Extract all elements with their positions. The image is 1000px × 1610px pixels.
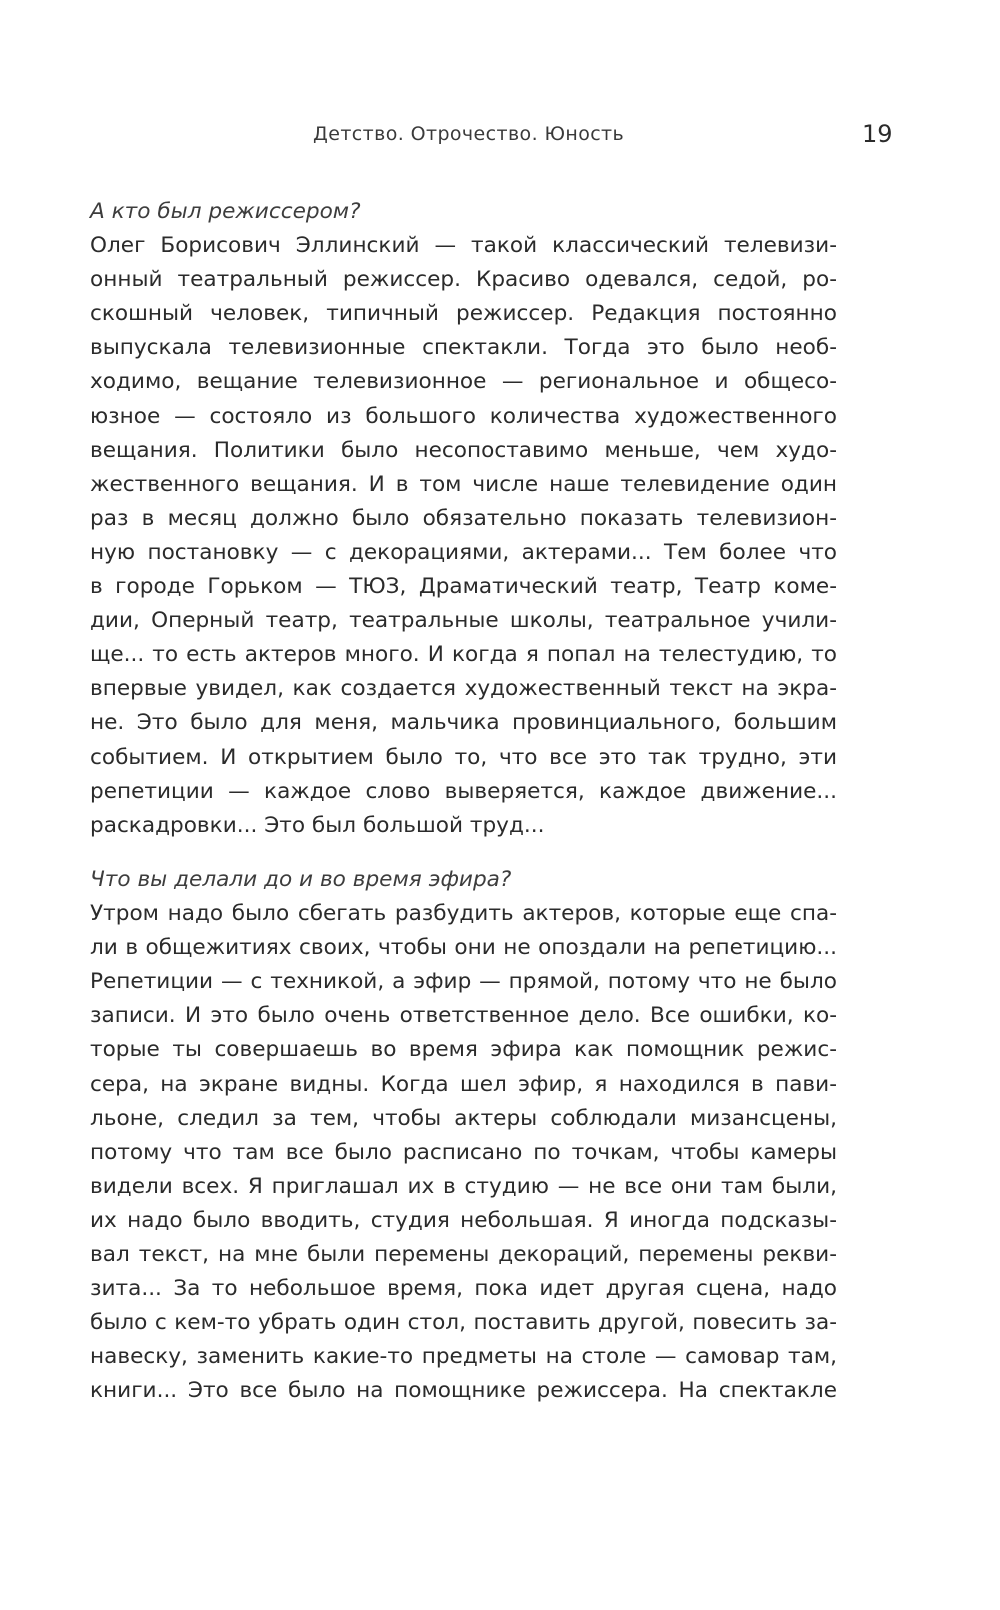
interview-section-broadcast (90, 863, 837, 1409)
page-number: 19 (862, 120, 893, 148)
paragraph-line: раз в месяц должно было обязательно показать телевизион- (90, 505, 837, 531)
paragraph-line: льоне, следил за тем, чтобы актеры соблюдали мизансцены, (90, 1105, 837, 1131)
paragraph-line: вал текст, на мне были перемены декораций, перемены рекви- (90, 1242, 837, 1268)
paragraph-line: ли в общежитиях своих, чтобы они не опоздали на репетицию... (90, 935, 837, 961)
paragraph-line: Репетиции — с техникой, а эфир — прямой, потому что не было (90, 969, 837, 995)
paragraph-line: в городе Горьком — ТЮЗ, Драматический театр, Театр коме- (90, 574, 837, 600)
paragraph-line: навеску, заменить какие-то предметы на столе — самовар там, (90, 1344, 837, 1370)
paragraph-line: выпускала телевизионные спектакли. Тогда это было необ- (90, 335, 837, 361)
paragraph-line: ную постановку — с декорациями, актерами... Тем более что (90, 539, 837, 565)
paragraph-line: ходимо, вещание телевизионное — региональное и общесо- (90, 369, 837, 395)
paragraph-line: зита... За то небольшое время, пока идет другая сцена, надо (90, 1276, 837, 1302)
paragraph-line: жественного вещания. И в том числе наше телевидение один (90, 471, 837, 497)
paragraph-line: торые ты совершаешь во время эфира как помощник режис- (90, 1037, 837, 1063)
paragraph-line: сера, на экране видны. Когда шел эфир, я находился в пави- (90, 1071, 837, 1097)
paragraph-line: записи. И это было очень ответственное дело. Все ошибки, ко- (90, 1003, 837, 1029)
paragraph-line: их надо было вводить, студия небольшая. Я иногда подсказы- (90, 1207, 837, 1233)
interview-section-director (90, 195, 837, 843)
paragraph-line: дии, Оперный театр, театральные школы, театральное учили- (90, 608, 837, 634)
question-heading: Что вы делали до и во время эфира? (90, 867, 512, 892)
paragraph-line: вещания. Политики было несопоставимо меньше, чем худо- (90, 437, 837, 463)
paragraph-line: событием. И открытием было то, что все это так трудно, эти (90, 744, 837, 770)
paragraph-line: впервые увидел, как создается художественный текст на экра- (90, 676, 837, 702)
paragraph-line: репетиции — каждое слово выверяется, каждое движение... (90, 778, 837, 804)
paragraph-line: юзное — состояло из большого количества художественного (90, 403, 837, 429)
paragraph-line: потому что там все было расписано по точкам, чтобы камеры (90, 1139, 837, 1165)
paragraph-line: раскадровки... Это был большой труд... (90, 812, 545, 838)
paragraph-line: скошный человек, типичный режиссер. Редакция постоянно (90, 301, 837, 327)
paragraph-line: не. Это было для меня, мальчика провинциального, большим (90, 710, 837, 736)
paragraph-line: онный театральный режиссер. Красиво одевался, седой, ро- (90, 267, 837, 293)
paragraph-line: было с кем-то убрать один стол, поставить другой, повесить за- (90, 1310, 837, 1336)
paragraph-line: ще... то есть актеров много. И когда я попал на телестудию, то (90, 642, 837, 668)
paragraph-line: видели всех. Я приглашал их в студию — не все они там были, (90, 1173, 837, 1199)
paragraph-line: книги... Это все было на помощнике режиссера. На спектакле (90, 1378, 837, 1404)
running-title: Детство. Отрочество. Юность (313, 123, 625, 145)
question-heading: А кто был режиссером? (90, 199, 361, 224)
paragraph-line: Олег Борисович Эллинский — такой классический телевизи- (90, 233, 837, 259)
paragraph-line: Утром надо было сбегать разбудить актеров, которые еще спа- (90, 901, 837, 927)
